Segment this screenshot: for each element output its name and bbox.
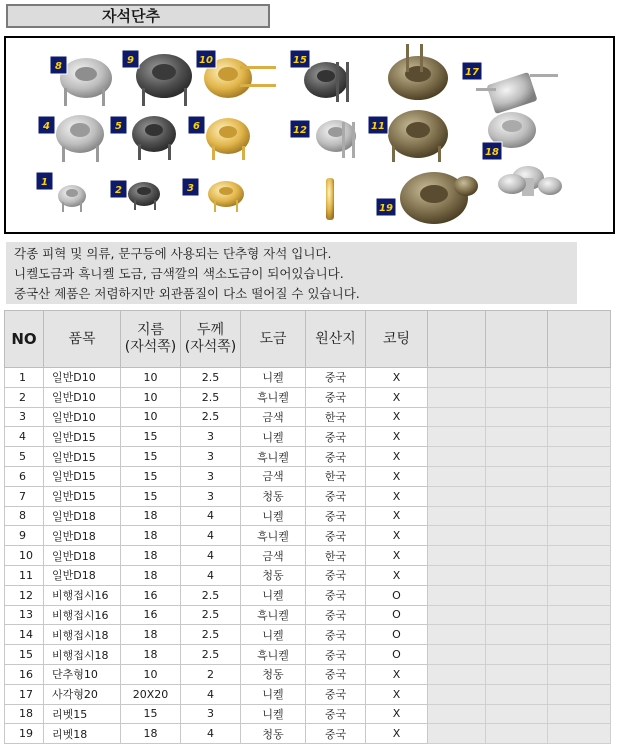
table-row xyxy=(5,506,611,526)
cell-thickness: 4 xyxy=(181,506,241,526)
cell-blank xyxy=(548,704,611,724)
cell-plating: 청동 xyxy=(241,724,306,744)
table-row xyxy=(5,724,611,744)
cell-plating: 금색 xyxy=(241,466,306,486)
cell-blank xyxy=(548,447,611,467)
table-header-row xyxy=(5,311,611,368)
cell-coating: X xyxy=(366,526,428,546)
cell-blank xyxy=(548,407,611,427)
cell-blank xyxy=(486,625,548,645)
cell-origin: 중국 xyxy=(306,664,366,684)
photo-label-text: 2 xyxy=(115,185,122,196)
cell-blank xyxy=(428,427,486,447)
photo-label-text: 6 xyxy=(193,121,200,132)
photo-label-text: 9 xyxy=(127,55,134,66)
magnet-9 xyxy=(136,54,192,106)
header-plating: 도금 xyxy=(241,311,306,368)
photo-label xyxy=(368,116,388,134)
cell-blank xyxy=(548,486,611,506)
table-row xyxy=(5,585,611,605)
cell-no: 11 xyxy=(5,565,44,585)
table-row xyxy=(5,645,611,665)
cell-plating: 흑니켈 xyxy=(241,387,306,407)
magnet-5 xyxy=(132,116,176,160)
photo-label xyxy=(110,180,127,198)
cell-blank xyxy=(548,466,611,486)
cell-diameter: 18 xyxy=(121,625,181,645)
magnet-1 xyxy=(58,185,86,212)
photo-label xyxy=(38,116,55,134)
table-row xyxy=(5,605,611,625)
photo-label-text: 10 xyxy=(199,55,213,66)
cell-diameter: 15 xyxy=(121,466,181,486)
cell-plating: 청동 xyxy=(241,664,306,684)
photo-label-text: 19 xyxy=(379,203,393,214)
header-coating: 코팅 xyxy=(366,311,428,368)
cell-blank xyxy=(428,684,486,704)
cell-thickness: 3 xyxy=(181,447,241,467)
cell-coating: X xyxy=(366,427,428,447)
magnet-17 xyxy=(476,72,558,114)
photo-label xyxy=(36,172,53,190)
cell-blank xyxy=(428,407,486,427)
cell-blank xyxy=(486,664,548,684)
cell-plating: 청동 xyxy=(241,486,306,506)
cell-thickness: 3 xyxy=(181,486,241,506)
cell-plating: 니켈 xyxy=(241,506,306,526)
cell-thickness: 4 xyxy=(181,724,241,744)
photo-label xyxy=(110,116,127,134)
magnet-8 xyxy=(60,58,112,106)
cell-diameter: 18 xyxy=(121,565,181,585)
cell-origin: 한국 xyxy=(306,407,366,427)
cell-plating: 흑니켈 xyxy=(241,447,306,467)
cell-coating: X xyxy=(366,407,428,427)
cell-diameter: 10 xyxy=(121,664,181,684)
cell-name: 일반D10 xyxy=(44,407,121,427)
cell-thickness: 2 xyxy=(181,664,241,684)
magnet-15 xyxy=(304,62,349,102)
cell-origin: 중국 xyxy=(306,684,366,704)
cell-blank xyxy=(548,368,611,388)
cell-blank xyxy=(428,368,486,388)
cell-thickness: 3 xyxy=(181,704,241,724)
magnet-edge xyxy=(326,178,334,220)
photo-label-text: 4 xyxy=(43,121,50,132)
cell-blank xyxy=(486,466,548,486)
table-row xyxy=(5,526,611,546)
cell-blank xyxy=(548,546,611,566)
cell-no: 5 xyxy=(5,447,44,467)
cell-blank xyxy=(486,565,548,585)
magnet-3 xyxy=(208,181,244,212)
cell-thickness: 2.5 xyxy=(181,407,241,427)
cell-name: 사각형20 xyxy=(44,684,121,704)
cell-no: 15 xyxy=(5,645,44,665)
cell-blank xyxy=(428,546,486,566)
cell-no: 18 xyxy=(5,704,44,724)
magnet-6 xyxy=(206,118,250,160)
magnet-18 xyxy=(498,166,562,196)
table-row xyxy=(5,407,611,427)
header-no: NO xyxy=(5,311,44,368)
cell-no: 19 xyxy=(5,724,44,744)
header-name: 품목 xyxy=(44,311,121,368)
photo-label xyxy=(122,50,139,68)
cell-no: 9 xyxy=(5,526,44,546)
cell-diameter: 18 xyxy=(121,546,181,566)
cell-no: 1 xyxy=(5,368,44,388)
cell-name: 일반D18 xyxy=(44,526,121,546)
table-row xyxy=(5,387,611,407)
photo-label xyxy=(376,198,396,216)
cell-origin: 중국 xyxy=(306,704,366,724)
cell-blank xyxy=(428,664,486,684)
magnet-19 xyxy=(400,172,478,224)
header-blank xyxy=(428,311,486,368)
cell-name: 일반D18 xyxy=(44,546,121,566)
cell-blank xyxy=(486,427,548,447)
cell-thickness: 2.5 xyxy=(181,585,241,605)
cell-name: 리벳18 xyxy=(44,724,121,744)
photo-label xyxy=(182,178,199,196)
cell-origin: 중국 xyxy=(306,526,366,546)
cell-blank xyxy=(486,605,548,625)
cell-name: 일반D18 xyxy=(44,506,121,526)
cell-thickness: 2.5 xyxy=(181,387,241,407)
cell-origin: 중국 xyxy=(306,625,366,645)
photo-label xyxy=(482,142,502,160)
cell-thickness: 4 xyxy=(181,526,241,546)
cell-blank xyxy=(548,645,611,665)
cell-blank xyxy=(486,684,548,704)
table-row xyxy=(5,625,611,645)
photo-label-text: 3 xyxy=(187,183,194,194)
cell-blank xyxy=(428,447,486,467)
cell-origin: 중국 xyxy=(306,724,366,744)
cell-thickness: 4 xyxy=(181,684,241,704)
cell-no: 7 xyxy=(5,486,44,506)
header-blank xyxy=(486,311,548,368)
cell-origin: 중국 xyxy=(306,565,366,585)
table-row xyxy=(5,427,611,447)
cell-name: 일반D10 xyxy=(44,368,121,388)
cell-diameter: 18 xyxy=(121,506,181,526)
cell-coating: X xyxy=(366,506,428,526)
header-diameter-line2: (자석쪽) xyxy=(124,339,177,355)
cell-blank xyxy=(486,585,548,605)
header-diameter-line1: 지름 xyxy=(136,322,165,338)
table-row xyxy=(5,684,611,704)
cell-blank xyxy=(428,605,486,625)
cell-blank xyxy=(548,387,611,407)
cell-diameter: 18 xyxy=(121,526,181,546)
cell-coating: X xyxy=(366,368,428,388)
cell-coating: O xyxy=(366,625,428,645)
photo-label-text: 1 xyxy=(41,177,48,188)
photo-label-text: 11 xyxy=(371,121,385,132)
cell-diameter: 10 xyxy=(121,407,181,427)
cell-origin: 중국 xyxy=(306,427,366,447)
cell-origin: 중국 xyxy=(306,605,366,625)
cell-diameter: 15 xyxy=(121,704,181,724)
cell-diameter: 10 xyxy=(121,387,181,407)
cell-blank xyxy=(486,724,548,744)
cell-blank xyxy=(486,368,548,388)
cell-origin: 중국 xyxy=(306,387,366,407)
description-line: 각종 피혁 및 의류, 문구등에 사용되는 단추형 자석 입니다. xyxy=(14,246,332,261)
cell-no: 3 xyxy=(5,407,44,427)
cell-thickness: 2.5 xyxy=(181,645,241,665)
cell-coating: X xyxy=(366,546,428,566)
cell-thickness: 2.5 xyxy=(181,368,241,388)
photo-label-text: 18 xyxy=(485,147,499,158)
description-line: 중국산 제품은 저렴하지만 외관품질이 다소 떨어질 수 있습니다. xyxy=(14,286,360,301)
cell-diameter: 16 xyxy=(121,605,181,625)
cell-blank xyxy=(548,664,611,684)
cell-blank xyxy=(548,724,611,744)
cell-coating: X xyxy=(366,684,428,704)
cell-blank xyxy=(428,704,486,724)
cell-origin: 중국 xyxy=(306,447,366,467)
cell-thickness: 3 xyxy=(181,466,241,486)
cell-plating: 흑니켈 xyxy=(241,645,306,665)
table-row xyxy=(5,565,611,585)
cell-blank xyxy=(548,625,611,645)
cell-coating: O xyxy=(366,585,428,605)
cell-origin: 한국 xyxy=(306,466,366,486)
cell-coating: O xyxy=(366,605,428,625)
cell-coating: X xyxy=(366,664,428,684)
cell-plating: 니켈 xyxy=(241,585,306,605)
cell-blank xyxy=(486,526,548,546)
cell-plating: 흑니켈 xyxy=(241,526,306,546)
cell-coating: X xyxy=(366,565,428,585)
cell-blank xyxy=(548,565,611,585)
header-thickness-line1: 두께 xyxy=(196,322,225,338)
cell-no: 12 xyxy=(5,585,44,605)
cell-blank xyxy=(486,387,548,407)
cell-thickness: 4 xyxy=(181,565,241,585)
photo-label xyxy=(462,62,482,80)
magnet-16 xyxy=(388,44,448,100)
cell-origin: 중국 xyxy=(306,585,366,605)
cell-name: 일반D15 xyxy=(44,466,121,486)
magnet-2 xyxy=(128,182,160,210)
cell-coating: X xyxy=(366,447,428,467)
cell-thickness: 3 xyxy=(181,427,241,447)
cell-no: 8 xyxy=(5,506,44,526)
cell-no: 13 xyxy=(5,605,44,625)
cell-name: 비행접시16 xyxy=(44,585,121,605)
table-row xyxy=(5,486,611,506)
product-photo xyxy=(4,36,615,234)
cell-blank xyxy=(548,427,611,447)
cell-coating: X xyxy=(366,724,428,744)
magnet-12 xyxy=(316,120,356,158)
cell-no: 14 xyxy=(5,625,44,645)
cell-diameter: 15 xyxy=(121,447,181,467)
cell-blank xyxy=(548,506,611,526)
cell-blank xyxy=(548,585,611,605)
cell-no: 17 xyxy=(5,684,44,704)
table-row xyxy=(5,368,611,388)
cell-name: 일반D15 xyxy=(44,427,121,447)
photo-label xyxy=(50,56,67,74)
cell-plating: 니켈 xyxy=(241,368,306,388)
cell-coating: O xyxy=(366,645,428,665)
table-row xyxy=(5,704,611,724)
cell-diameter: 16 xyxy=(121,585,181,605)
cell-coating: X xyxy=(366,387,428,407)
header-thickness-line2: (자석쪽) xyxy=(184,339,237,355)
header-thickness xyxy=(181,311,241,368)
cell-plating: 니켈 xyxy=(241,704,306,724)
cell-diameter: 10 xyxy=(121,368,181,388)
magnet-snaps-illustration xyxy=(6,38,613,232)
cell-blank xyxy=(428,724,486,744)
photo-label xyxy=(290,50,310,68)
magnet-11 xyxy=(388,110,448,162)
page-title: 자석단추 xyxy=(6,4,270,28)
cell-plating: 니켈 xyxy=(241,427,306,447)
cell-origin: 중국 xyxy=(306,486,366,506)
description-box xyxy=(6,242,577,304)
photo-label xyxy=(290,120,310,138)
header-blank xyxy=(548,311,611,368)
cell-plating: 금색 xyxy=(241,407,306,427)
cell-name: 단추형10 xyxy=(44,664,121,684)
cell-thickness: 2.5 xyxy=(181,625,241,645)
cell-name: 일반D18 xyxy=(44,565,121,585)
cell-blank xyxy=(428,585,486,605)
cell-blank xyxy=(428,466,486,486)
cell-plating: 흑니켈 xyxy=(241,605,306,625)
table-row xyxy=(5,466,611,486)
cell-blank xyxy=(548,684,611,704)
cell-blank xyxy=(428,387,486,407)
table-row xyxy=(5,447,611,467)
cell-blank xyxy=(486,447,548,467)
cell-name: 일반D10 xyxy=(44,387,121,407)
cell-blank xyxy=(486,407,548,427)
photo-label-text: 12 xyxy=(293,125,307,136)
cell-blank xyxy=(428,506,486,526)
photo-label-text: 5 xyxy=(115,121,122,132)
cell-diameter: 20X20 xyxy=(121,684,181,704)
photo-label-text: 17 xyxy=(465,67,479,78)
photo-label-text: 15 xyxy=(293,55,307,66)
cell-no: 6 xyxy=(5,466,44,486)
cell-name: 리벳15 xyxy=(44,704,121,724)
cell-origin: 중국 xyxy=(306,506,366,526)
photo-label xyxy=(188,116,205,134)
cell-blank xyxy=(548,605,611,625)
cell-name: 비행접시18 xyxy=(44,625,121,645)
cell-name: 비행접시18 xyxy=(44,645,121,665)
cell-blank xyxy=(428,486,486,506)
cell-blank xyxy=(548,526,611,546)
cell-coating: X xyxy=(366,704,428,724)
spec-table xyxy=(4,310,611,744)
header-origin: 원산지 xyxy=(306,311,366,368)
cell-plating: 니켈 xyxy=(241,625,306,645)
cell-plating: 금색 xyxy=(241,546,306,566)
cell-thickness: 2.5 xyxy=(181,605,241,625)
cell-plating: 청동 xyxy=(241,565,306,585)
cell-blank xyxy=(486,506,548,526)
cell-coating: X xyxy=(366,486,428,506)
cell-name: 일반D15 xyxy=(44,486,121,506)
cell-diameter: 15 xyxy=(121,427,181,447)
cell-blank xyxy=(486,546,548,566)
cell-no: 4 xyxy=(5,427,44,447)
cell-diameter: 18 xyxy=(121,724,181,744)
header-diameter xyxy=(121,311,181,368)
cell-origin: 중국 xyxy=(306,368,366,388)
cell-blank xyxy=(428,645,486,665)
description-line: 니켈도금과 흑니켈 도금, 금색깔의 색소도금이 되어있습니다. xyxy=(14,266,344,281)
cell-thickness: 4 xyxy=(181,546,241,566)
cell-name: 일반D15 xyxy=(44,447,121,467)
cell-blank xyxy=(486,645,548,665)
photo-label-text: 8 xyxy=(55,61,62,72)
table-row xyxy=(5,664,611,684)
cell-coating: X xyxy=(366,466,428,486)
spec-table-body xyxy=(5,368,611,744)
cell-plating: 니켈 xyxy=(241,684,306,704)
cell-no: 10 xyxy=(5,546,44,566)
cell-diameter: 15 xyxy=(121,486,181,506)
magnet-4 xyxy=(56,115,104,162)
cell-origin: 중국 xyxy=(306,645,366,665)
cell-blank xyxy=(486,486,548,506)
cell-no: 16 xyxy=(5,664,44,684)
cell-blank xyxy=(428,565,486,585)
cell-blank xyxy=(428,625,486,645)
cell-diameter: 18 xyxy=(121,645,181,665)
cell-no: 2 xyxy=(5,387,44,407)
cell-origin: 한국 xyxy=(306,546,366,566)
cell-blank xyxy=(486,704,548,724)
cell-blank xyxy=(428,526,486,546)
photo-label xyxy=(196,50,216,68)
cell-name: 비행접시16 xyxy=(44,605,121,625)
table-row xyxy=(5,546,611,566)
